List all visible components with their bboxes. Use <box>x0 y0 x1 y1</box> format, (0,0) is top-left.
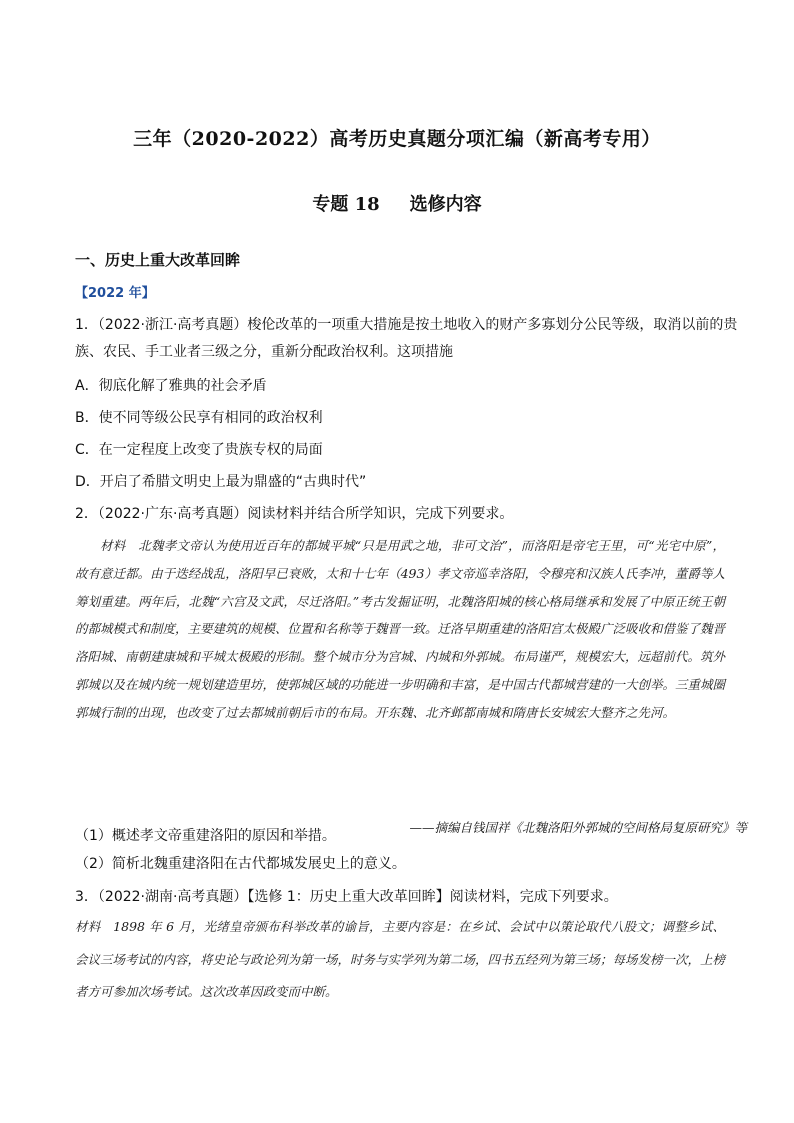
q1-option-a: A．彻底化解了雅典的社会矛盾 <box>75 378 267 394</box>
q2-sub2: （2）简析北魏重建洛阳在古代都城发展史上的意义。 <box>75 856 406 872</box>
q1-option-d: D．开启了希腊文明史上最为鼎盛的“古典时代” <box>75 474 367 490</box>
q2-sub1 <box>75 824 336 844</box>
section-heading: 一、历史上重大改革回眸 <box>75 251 241 269</box>
topic-heading <box>0 190 794 216</box>
q1-stem-line2: 族、农民、手工业者三级之分，重新分配政治权利。这项措施 <box>75 344 453 360</box>
q3-material: 材料 1898 年 6 月，光绪皇帝颁布科举改革的谕旨，主要内容是：在乡试、会试中以策论取代八股文；调整乡试、会议三场考试的内容，将史论与政论列为第一场，时务与实学列为第二场，四书五经列为第三场；每场发榜一次，上榜者方可参加次场考试。这次改革因政变而中断。 <box>75 919 726 999</box>
year-tag: 【2022 年】 <box>75 286 155 301</box>
topic-label: 专题 18 <box>312 194 380 215</box>
q2-source: ——摘编自钱国祥《北魏洛阳外郭城的空间格局复原研究》等 <box>409 820 747 835</box>
q2-stem: 2．（2022·广东·高考真题）阅读材料并结合所学知识，完成下列要求。 <box>75 506 514 522</box>
topic-name: 选修内容 <box>409 194 482 215</box>
q1-stem-line1: 1．（2022·浙江·高考真题）梭伦改革的一项重大措施是按土地收入的财产多寡划分公民等级，取消以前的贵 <box>75 317 738 333</box>
q2-sub1-text: （1）概述孝文帝重建洛阳的原因和举措。 <box>75 828 336 844</box>
document-title: 三年（2020-2022）高考历史真题分项汇编（新高考专用） <box>133 128 661 150</box>
q1-option-b: B．使不同等级公民享有相同的政治权利 <box>75 410 323 426</box>
q2-material: 材料 北魏孝文帝认为使用近百年的都城平城“只是用武之地，非可文治”，而洛阳是帝宅王里，可“光宅中原”，故有意迁都。由于迭经战乱，洛阳早已衰败，太和十七年（493）孝文帝巡幸洛阳，令穆亮和汉族人氏李冲，董爵等人筹划重建。两年后，北魏“六宫及文武，尽迁洛阳。”考古发掘证明，北魏洛阳城的核心格局继承和发展了中原正统王朝的都城模式和制度，主要建筑的规模、位置和名称等于魏晋一致。迁洛早期重建的洛阳宫太极殿广泛吸收和借鉴了魏晋洛阳城、南朝建康城和平城太极殿的形制。整个城市分为宫城、内城和外郭城。布局谨严，规模宏大，远超前代。筑外郭城以及在城内统一规划建造里坊，使郭城区域的功能进一步明确和丰富，是中国古代都城营建的一大创举。三重城圈郭城行制的出现，也改变了过去都城前朝后市的布局。开东魏、北齐邺都南城和隋唐长安城宏大整齐之先河。 <box>75 538 726 720</box>
q1-option-c: C．在一定程度上改变了贵族专权的局面 <box>75 442 323 458</box>
q3-stem: 3．（2022·湖南·高考真题）【选修 1：历史上重大改革回眸】阅读材料，完成下列要求。 <box>75 889 618 905</box>
